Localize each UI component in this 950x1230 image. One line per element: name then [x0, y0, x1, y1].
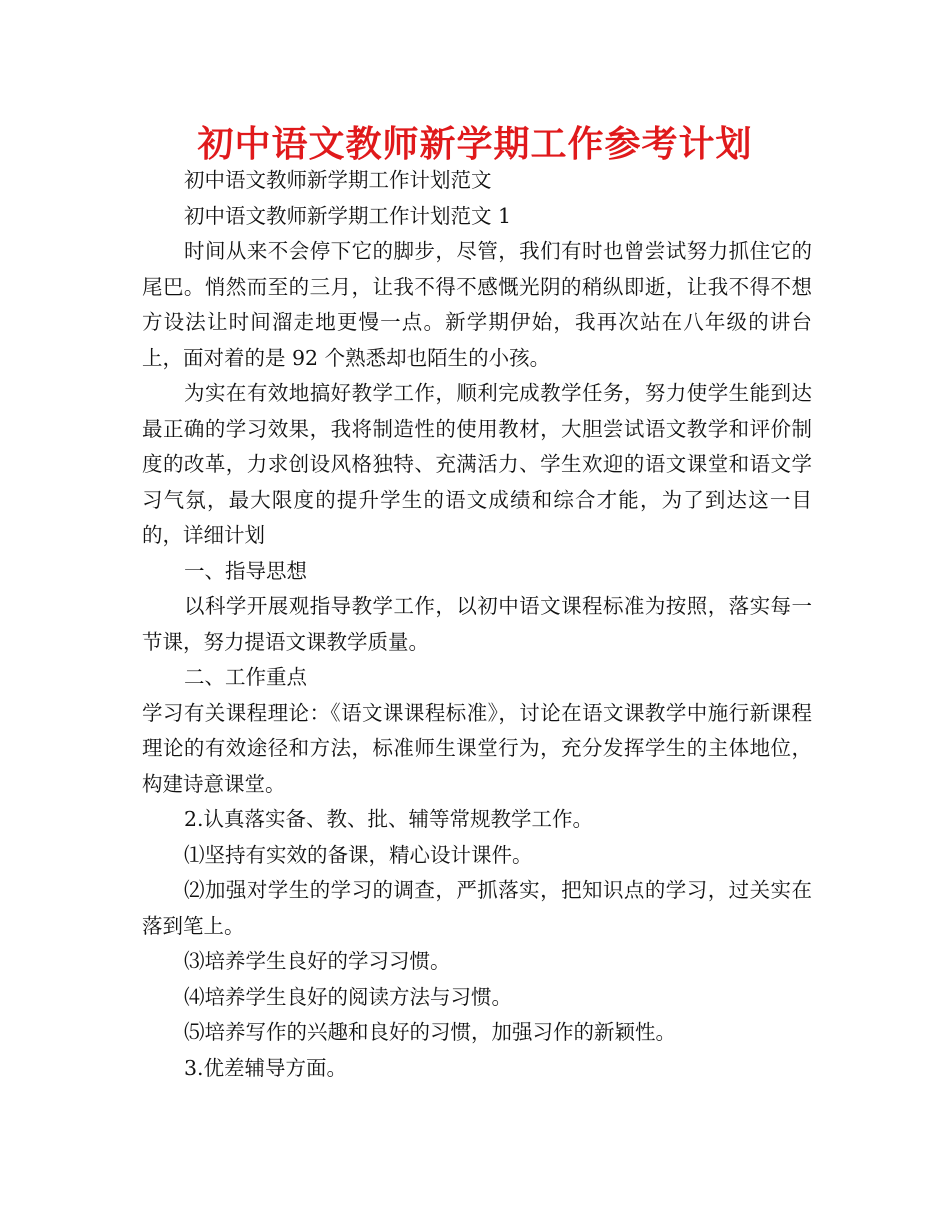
paragraph: 时间从来不会停下它的脚步，尽管，我们有时也曾尝试努力抓住它的尾巴。悄然而至的三月，让我不得不感慨光阴的稍纵即逝，让我不得不想方设法让时间溜走地更慢一点。新学期伊始，我再次站在八年级的讲台上，面对着的是 92 个熟悉却也陌生的小孩。 [142, 239, 812, 370]
list-item: 2.认真落实备、教、批、辅等常规教学工作。 [184, 807, 594, 831]
list-item: ⑶培养学生良好的学习习惯。 [184, 949, 451, 973]
list-item: ⑵加强对学生的学习的调查，严抓落实，把知识点的学习，过关实在落到笔上。 [142, 878, 812, 938]
list-item: ⑷培养学生良好的阅读方法与习惯。 [184, 984, 512, 1009]
list-item: ⑴坚持有实效的备课，精心设计课件。 [184, 842, 533, 867]
section-heading: 一、指导思想 [184, 558, 307, 583]
paragraph: 初中语文教师新学期工作计划范文 [184, 168, 492, 192]
document-title: 初中语文教师新学期工作参考计划 [197, 124, 753, 165]
section-heading: 二、工作重点 [184, 665, 307, 689]
paragraph: 初中语文教师新学期工作计划范文 1 [184, 203, 512, 228]
list-item: ⑸培养写作的兴趣和良好的习惯，加强习作的新颖性。 [184, 1020, 676, 1044]
paragraph: 为实在有效地搞好教学工作，顺利完成教学任务，努力使学生能到达最正确的学习效果，我将制造性的使用教材，大胆尝试语文教学和评价制度的改革，力求创设风格独特、充满活力、学生欢迎的语文课堂和语文学习气氛，最大限度的提升学生的语文成绩和综合才能，为了到达这一目的，详细计划 [142, 381, 812, 547]
document-body [142, 163, 812, 1086]
paragraph: 学习有关课程理论：《语文课课程标准》，讨论在语文课教学中施行新课程理论的有效途径和方法，标准师生课堂行为，充分发挥学生的主体地位，构建诗意课堂。 [142, 700, 812, 796]
paragraph: 以科学开展观指导教学工作，以初中语文课程标准为按照，落实每一节课，努力提语文课教学质量。 [142, 594, 812, 654]
list-item: 3.优差辅导方面。 [184, 1055, 348, 1080]
